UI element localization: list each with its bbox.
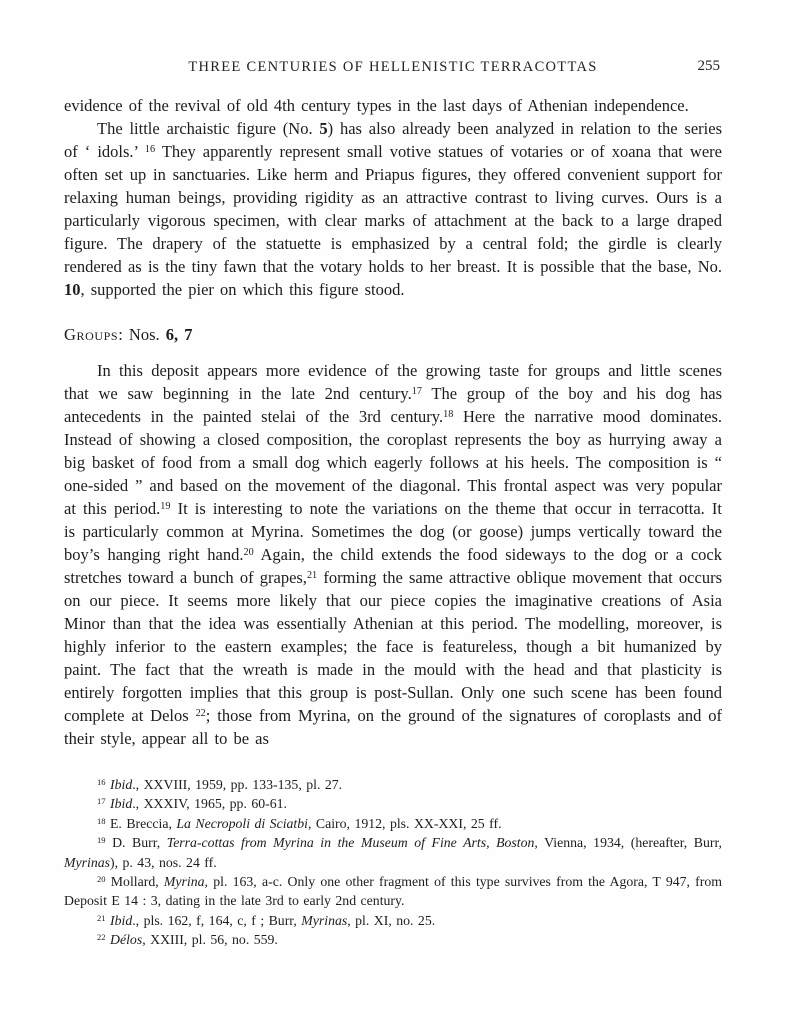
running-head-title: THREE CENTURIES OF HELLENISTIC TERRACOTTAS — [188, 59, 598, 75]
section-heading-groups: Groups: Nos. 6, 7 — [64, 325, 193, 344]
footnote-19: $^{19}$ D. Burr, Terra-cottas from Myrina in the Museum of Fine Arts, Boston, Vienna, 1934, (hereafter, Burr, Myrinas), p. 43, nos. 24 ff. — [64, 835, 722, 870]
body-paragraph: In this deposit appears more evidence of the growing taste for groups and little scenes that we saw beginning in the late 2nd century.$^{17}$ The group of the boy and his dog has antecedents in the painted stelai of the 3rd century.$^{18}$ Here the narrative mood dominates. Instead of showing a closed composition, the coroplast represents the boy as hurrying away a big basket of food from a small dog which eagerly follows at his heels. The composition is “ one-sided ” and based on the movement of the diagonal. This frontal aspect was very popular at this period.$^{19}$ It is interesting to note the variations on the theme that occur in terracotta. It is particularly common at Myrina. Sometimes the dog (or goose) jumps vertically toward the boy’s hanging right hand.$^{20}$ Again, the child extends the food sideways to the dog or a cock stretches toward a bunch of grapes,$^{21}$ forming the same attractive oblique movement that occurs on our piece. It seems more likely that our piece copies the imaginative creations of Asia Minor than that the idea was essentially Athenian at this period. The modelling, moreover, is highly inferior to the eastern examples; the face is featureless, though a bit humanized by paint. The fact that the wreath is made in the mould with the head and that plasticity is entirely forgotten implies that this group is post-Sullan. Only one such scene has been found complete at Delos $^{22}$; those from Myrina, on the ground of the signatures of coroplasts and of their style, appear all to be as — [64, 361, 723, 748]
footnote-22: $^{22}$ Délos, XXIII, pl. 56, no. 559. — [97, 932, 278, 948]
footnote-16: $^{16}$ Ibid., XXVIII, 1959, pp. 133-135, pl. 27. — [97, 776, 343, 792]
page-header — [64, 58, 722, 80]
footnote-18: $^{18}$ E. Breccia, La Necropoli di Sciatbi, Cairo, 1912, pls. XX-XXI, 25 ff. — [97, 815, 502, 831]
footnote-20: $^{20}$ Mollard, Myrina, pl. 163, a-c. Only one other fragment of this type survives from the Agora, T 947, from Deposit E 14 : 3, dating in the late 3rd to early 2nd century. — [64, 873, 723, 909]
page-number: 255 — [697, 58, 720, 74]
article-body — [64, 94, 722, 750]
body-paragraph-continuation: evidence of the revival of old 4th century types in the last days of Athenian independence. — [64, 96, 689, 115]
footnotes-block — [64, 775, 722, 950]
body-paragraph: The little archaistic figure (No. 5) has also already been analyzed in relation to the series of ‘ idols.’ $^{16}$ They apparently represent small votive statues of votaries or of xoana that were often set up in sanctuaries. Like herm and Priapus figures, they offered convenient support for relaxing human beings, providing rigidity as an attractive contrast to living curves. Ours is a particularly vigorous specimen, with clear marks of attachment at the back to a large draped figure. The drapery of the statuette is emphasized by a central fold; the girdle is clearly rendered as is the tiny fawn that the votary holds to her breast. It is possible that the base, No. 10, supported the pier on which this figure stood. — [64, 119, 722, 299]
footnote-17: $^{17}$ Ibid., XXXIV, 1965, pp. 60-61. — [97, 796, 287, 812]
footnote-21: $^{21}$ Ibid., pls. 162, f, 164, c, f ; Burr, Myrinas, pl. XI, no. 25. — [97, 912, 436, 928]
